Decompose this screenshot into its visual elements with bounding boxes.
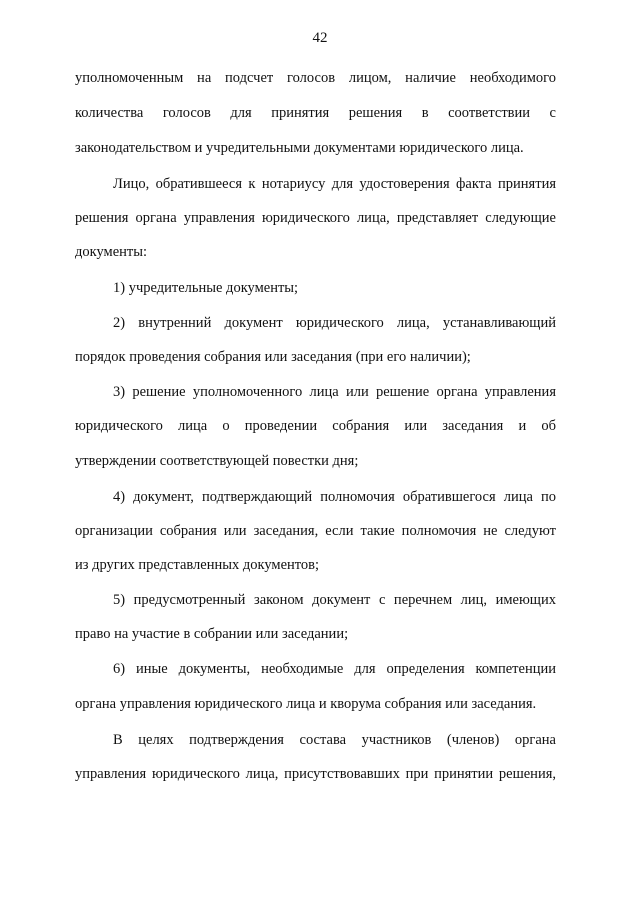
text-line: 4) документ, подтверждающий полномочия обратившегося лица по: [113, 489, 556, 505]
text-line: уполномоченным на подсчет голосов лицом, наличие необходимого: [75, 70, 556, 86]
text-line: В целях подтверждения состава участников (членов) органа: [113, 732, 556, 748]
text-line: юридического лица о проведении собрания или заседания и об: [75, 418, 556, 434]
text-line: 2) внутренний документ юридического лица, устанавливающий: [113, 315, 556, 331]
text-line: 1) учредительные документы;: [113, 280, 299, 296]
text-line: утверждении соответствующей повестки дня;: [75, 453, 359, 469]
text-line: органа управления юридического лица и кворума собрания или заседания.: [75, 696, 537, 712]
page-number: 42: [312, 30, 328, 46]
text-line: управления юридического лица, присутствовавших при принятии решения,: [75, 766, 556, 782]
text-line: порядок проведения собрания или заседания (при его наличии);: [75, 349, 471, 365]
text-line: 6) иные документы, необходимые для определения компетенции: [113, 661, 556, 677]
text-line: 3) решение уполномоченного лица или решение органа управления: [113, 384, 556, 400]
text-line: законодательством и учредительными документами юридического лица.: [75, 140, 524, 156]
text-line: из других представленных документов;: [75, 557, 320, 573]
text-line: документы:: [75, 244, 148, 260]
text-line: организации собрания или заседания, если такие полномочия не следуют: [75, 523, 556, 539]
text-line: право на участие в собрании или заседании;: [75, 626, 349, 642]
text-line: решения органа управления юридического лица, представляет следующие: [75, 210, 556, 226]
text-line: Лицо, обратившееся к нотариусу для удостоверения факта принятия: [113, 176, 556, 192]
text-line: количества голосов для принятия решения в соответствии с: [75, 105, 556, 121]
text-line: 5) предусмотренный законом документ с перечнем лиц, имеющих: [113, 592, 556, 608]
